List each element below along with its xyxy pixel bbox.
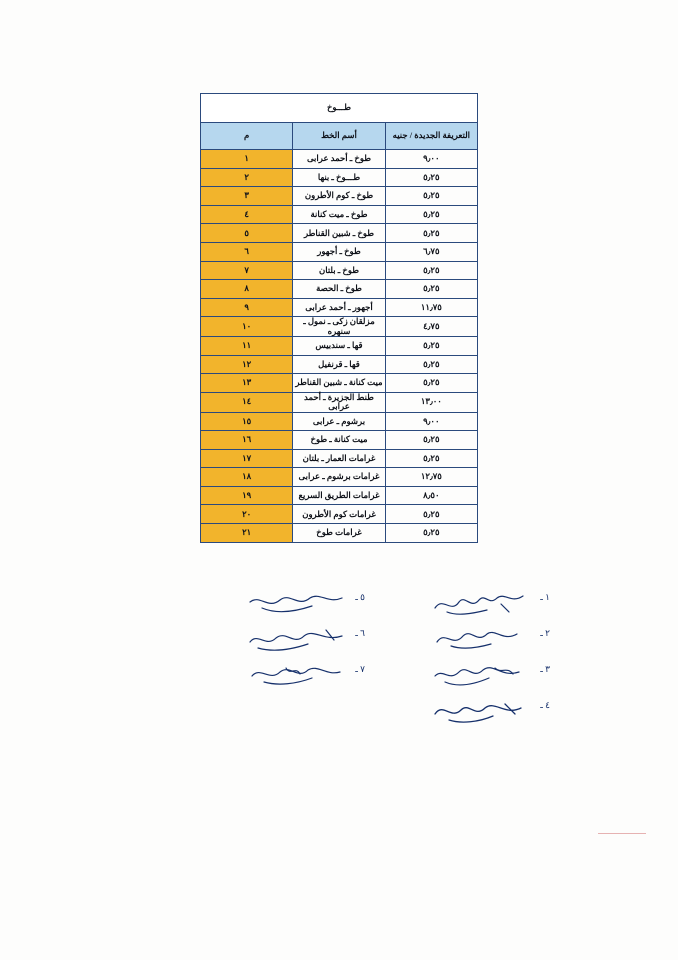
column-header-fare: التعريفة الجديدة / جنيه (385, 123, 477, 150)
cell-num: ١٣ (201, 374, 293, 393)
cell-name: غرامات العمار ـ بلتان (293, 449, 385, 468)
cell-fare: ٥٫٢٥ (385, 224, 477, 243)
column-header-num: م (201, 123, 293, 150)
table-row (201, 280, 478, 299)
table-row (201, 187, 478, 206)
cell-name: غرامات برشوم ـ عرابى (293, 468, 385, 487)
cell-fare: ٥٫٢٥ (385, 355, 477, 374)
table-row (201, 355, 478, 374)
table-row (201, 168, 478, 187)
cell-fare: ٥٫٢٥ (385, 374, 477, 393)
cell-fare: ٩٫٠٠ (385, 150, 477, 169)
cell-name: طـــوخ ـ بنها (293, 168, 385, 187)
signature-index: ٧ ـ (355, 664, 365, 674)
cell-fare: ٥٫٢٥ (385, 168, 477, 187)
table-row (201, 449, 478, 468)
signature-index: ٥ ـ (355, 592, 365, 602)
table-row (201, 431, 478, 450)
cell-fare: ١٢٫٧٥ (385, 468, 477, 487)
table-row (201, 205, 478, 224)
cell-fare: ٦٫٧٥ (385, 242, 477, 261)
cell-fare: ١٣٫٠٠ (385, 392, 477, 412)
cell-fare: ٥٫٢٥ (385, 449, 477, 468)
signature-item (385, 662, 550, 698)
table-row (201, 242, 478, 261)
cell-fare: ٨٫٥٠ (385, 486, 477, 505)
tariff-table-body (201, 94, 478, 543)
table-row (201, 486, 478, 505)
signature-column-right (385, 590, 550, 734)
cell-num: ١٩ (201, 486, 293, 505)
handwritten-signature-icon (431, 698, 536, 728)
handwritten-signature-icon (431, 662, 536, 692)
cell-name: طوخ ـ أحمد عرابى (293, 150, 385, 169)
cell-num: ٨ (201, 280, 293, 299)
signature-index: ٦ ـ (355, 628, 365, 638)
cell-name: طوخ ـ أجهور (293, 242, 385, 261)
cell-name: مزلقان زكى ـ نمول ـ سنهره (293, 317, 385, 337)
table-row (201, 468, 478, 487)
table-row (201, 412, 478, 431)
cell-name: قها ـ سندبيس (293, 337, 385, 356)
page-title: طـــوخ (201, 94, 478, 123)
cell-num: ١١ (201, 337, 293, 356)
cell-fare: ٤٫٧٥ (385, 317, 477, 337)
signature-index: ٤ ـ (540, 700, 550, 710)
signature-item (200, 662, 365, 698)
table-header-row (201, 123, 478, 150)
cell-num: ١٢ (201, 355, 293, 374)
signature-index: ١ ـ (540, 592, 550, 602)
signature-index: ٢ ـ (540, 628, 550, 638)
cell-num: ٢١ (201, 524, 293, 543)
cell-name: ميت كنانة ـ طوخ (293, 431, 385, 450)
table-row (201, 505, 478, 524)
cell-name: غرامات الطريق السريع (293, 486, 385, 505)
cell-num: ١٧ (201, 449, 293, 468)
cell-num: ٦ (201, 242, 293, 261)
cell-name: طوخ ـ كوم الأطرون (293, 187, 385, 206)
cell-num: ٧ (201, 261, 293, 280)
cell-name: طنط الجزيرة ـ أحمد عرابى (293, 392, 385, 412)
table-row (201, 150, 478, 169)
handwritten-signature-icon (431, 626, 536, 656)
cell-fare: ٥٫٢٥ (385, 205, 477, 224)
table-row (201, 317, 478, 337)
cell-fare: ٥٫٢٥ (385, 524, 477, 543)
signature-item (200, 590, 365, 626)
handwritten-signature-icon (246, 590, 351, 620)
handwritten-signature-icon (246, 626, 351, 656)
signature-item (200, 626, 365, 662)
signature-block (200, 590, 550, 740)
signature-index: ٣ ـ (540, 664, 550, 674)
cell-fare: ١١٫٧٥ (385, 298, 477, 317)
cell-name: طوخ ـ بلتان (293, 261, 385, 280)
cell-fare: ٥٫٢٥ (385, 505, 477, 524)
cell-num: ١٠ (201, 317, 293, 337)
cell-num: ١٨ (201, 468, 293, 487)
cell-name: قها ـ قرنفيل (293, 355, 385, 374)
cell-num: ٣ (201, 187, 293, 206)
cell-num: ١٥ (201, 412, 293, 431)
table-row (201, 224, 478, 243)
cell-name: طوخ ـ الحصة (293, 280, 385, 299)
cell-name: أجهور ـ أحمد عرابى (293, 298, 385, 317)
cell-fare: ٥٫٢٥ (385, 431, 477, 450)
signature-item (385, 626, 550, 662)
cell-name: غرامات كوم الأطرون (293, 505, 385, 524)
table-title-row (201, 94, 478, 123)
signature-item (385, 590, 550, 626)
cell-num: ١٤ (201, 392, 293, 412)
cell-name: ميت كنانة ـ شبين القناطر (293, 374, 385, 393)
table-row (201, 337, 478, 356)
table-row (201, 374, 478, 393)
cell-fare: ٥٫٢٥ (385, 261, 477, 280)
page-edge-mark (598, 833, 646, 834)
cell-fare: ٩٫٠٠ (385, 412, 477, 431)
cell-num: ٤ (201, 205, 293, 224)
signature-column-left (200, 590, 365, 698)
table-row (201, 524, 478, 543)
table-row (201, 392, 478, 412)
cell-name: برشوم ـ عرابى (293, 412, 385, 431)
column-header-name: أسم الخط (293, 123, 385, 150)
handwritten-signature-icon (431, 590, 536, 620)
tariff-table-wrapper (200, 93, 478, 543)
cell-name: طوخ ـ شبين القناطر (293, 224, 385, 243)
cell-fare: ٥٫٢٥ (385, 337, 477, 356)
cell-name: طوخ ـ ميت كنانة (293, 205, 385, 224)
table-row (201, 261, 478, 280)
cell-num: ١٦ (201, 431, 293, 450)
cell-name: غرامات طوخ (293, 524, 385, 543)
table-row (201, 298, 478, 317)
cell-num: ٩ (201, 298, 293, 317)
cell-fare: ٥٫٢٥ (385, 280, 477, 299)
tariff-table (200, 93, 478, 543)
cell-num: ٢ (201, 168, 293, 187)
cell-num: ١ (201, 150, 293, 169)
cell-num: ٥ (201, 224, 293, 243)
handwritten-signature-icon (246, 662, 351, 692)
signature-item (385, 698, 550, 734)
cell-fare: ٥٫٢٥ (385, 187, 477, 206)
cell-num: ٢٠ (201, 505, 293, 524)
